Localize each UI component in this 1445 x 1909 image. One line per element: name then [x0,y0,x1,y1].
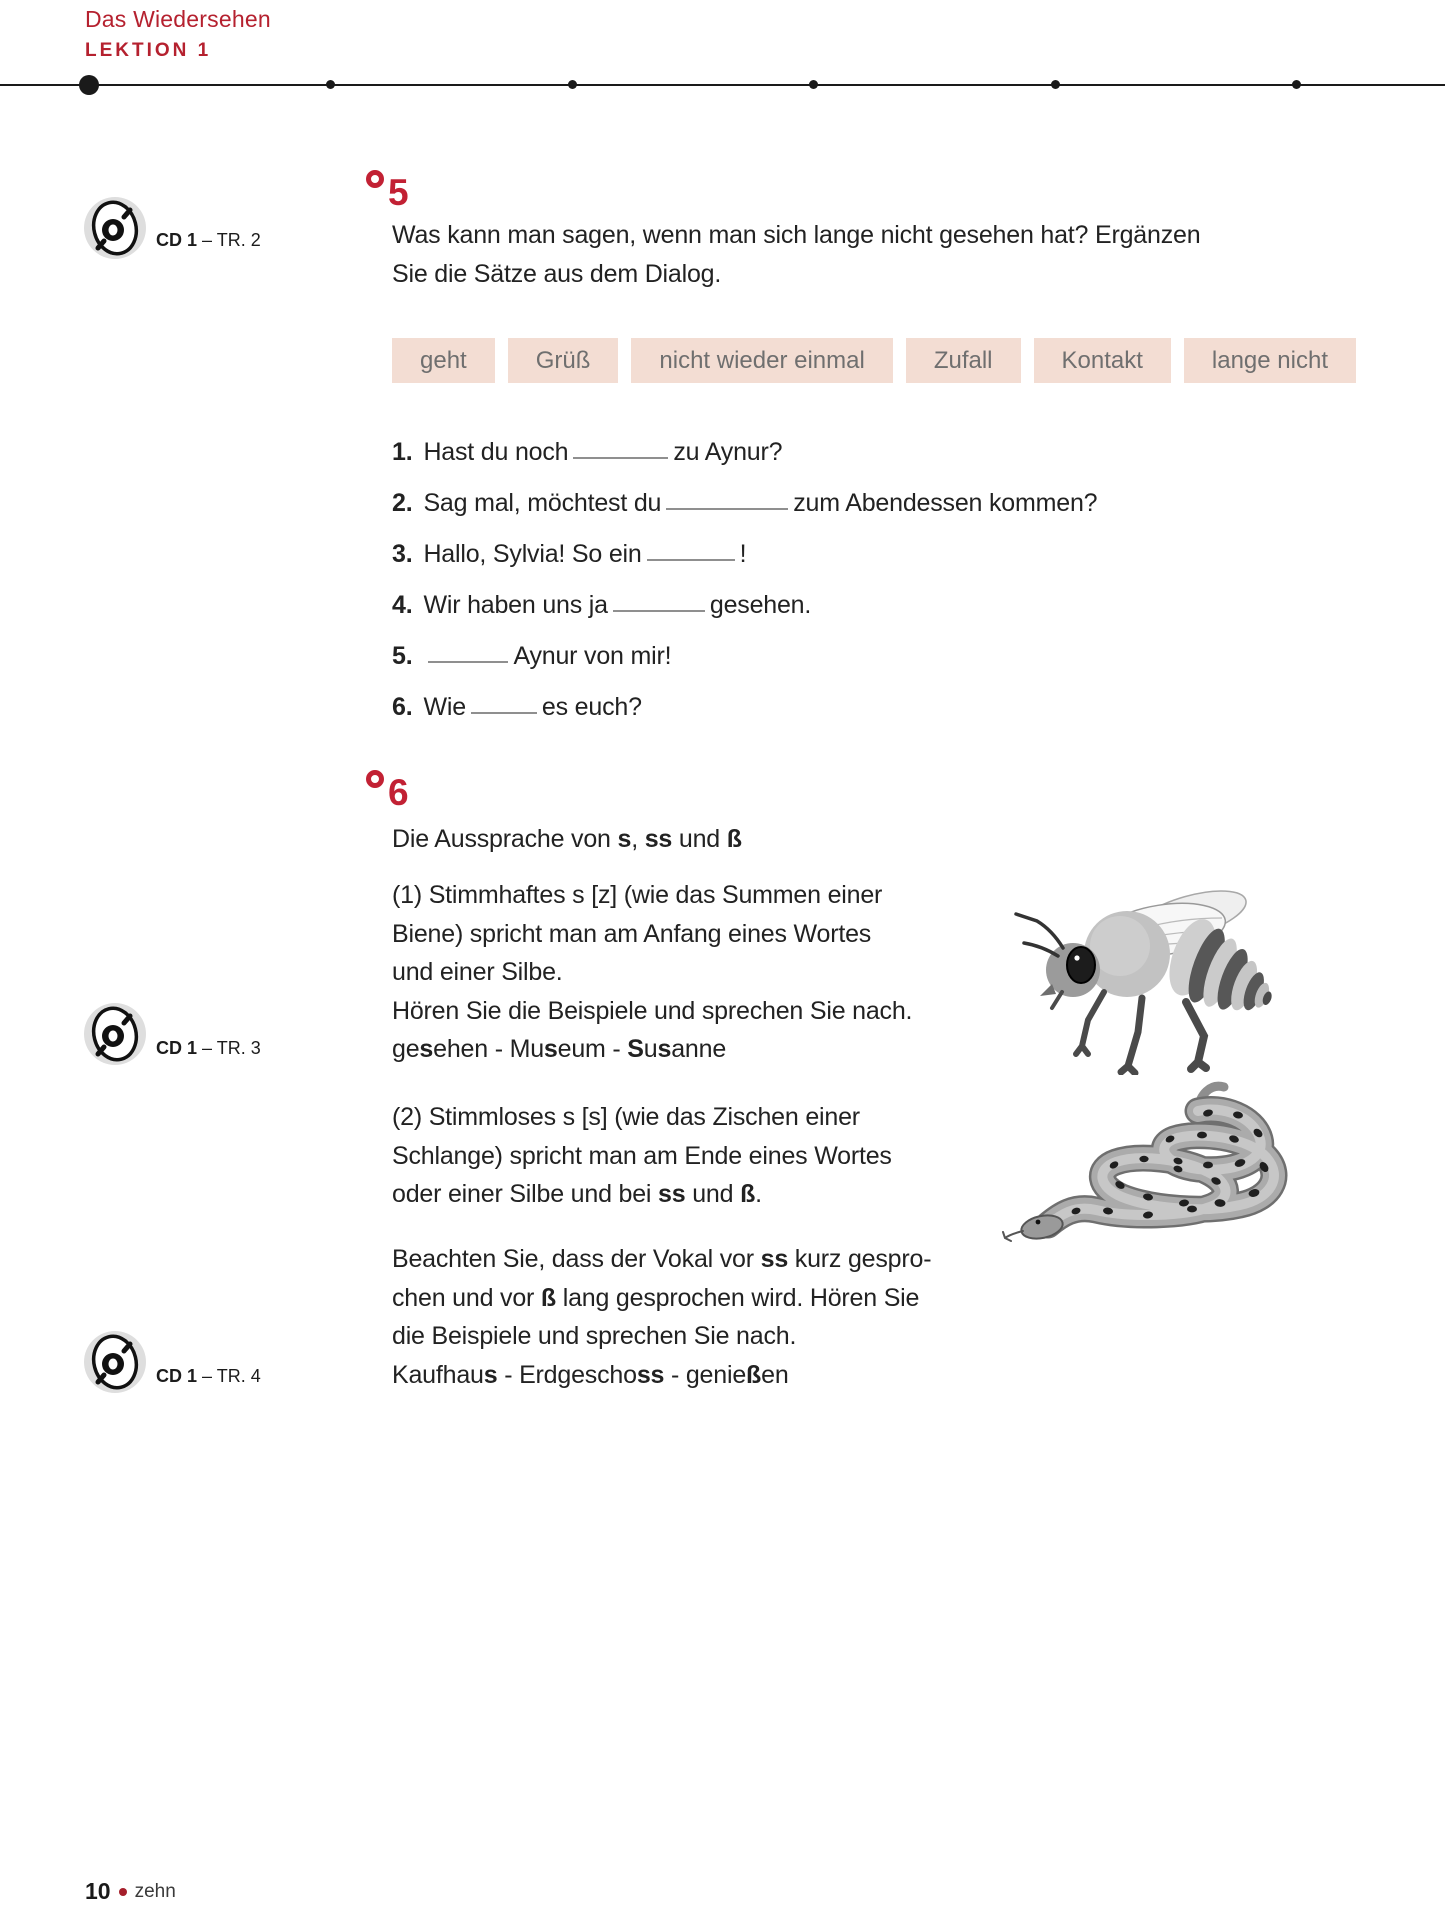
exercise6-paragraph-2 [392,1098,892,1214]
text-segment: und [685,1180,741,1208]
text-segment: en [761,1360,789,1389]
cd-number: CD 1 [156,1038,198,1058]
item-number: 5. [392,642,413,670]
text-segment: Hallo, Sylvia! So ein [423,540,642,568]
exercise5-items [392,438,1097,744]
text-segment: und [672,825,727,853]
audio-track-label [156,1366,261,1387]
exercise-item [392,693,1097,744]
item-number: 2. [392,489,413,517]
text-line [392,1356,931,1395]
word-bank-item: Grüß [508,338,619,383]
text-segment: eum - [557,1035,628,1063]
text-segment: oder einer Silbe und bei [392,1180,659,1208]
text-segment: ß [726,825,742,853]
text-segment: Aynur von mir! [513,642,672,670]
exercise-item [392,489,1097,540]
page-number-word: zehn [134,1880,176,1902]
exercise5-instruction [392,216,1332,293]
text-segment: s [419,1035,434,1063]
text-segment: ß [540,1283,556,1312]
text-segment: Was kann man sagen, wenn man sich lange nicht gesehen hat? Ergänzen [392,221,1201,249]
exercise-number: 6 [388,772,409,813]
text-segment: Sag mal, möchtest du [423,489,662,517]
text-line [392,255,1332,294]
exercise-marker-ring [366,770,384,788]
text-segment: s [617,825,632,853]
rule-dot [79,75,99,95]
text-segment: ge [392,1035,420,1063]
rule-dot [1292,80,1301,89]
footer-dot [119,1888,127,1896]
blank-line [647,559,735,561]
text-segment: Wie [423,693,466,721]
text-segment: Hast du noch [423,438,569,466]
text-segment: s [543,1035,558,1063]
text-segment: . [755,1180,762,1208]
exercise-marker-ring [366,170,384,188]
text-segment: - Erdgescho [497,1360,637,1389]
text-line [392,1240,931,1279]
exercise6-paragraph-3 [392,1240,931,1394]
text-segment: Biene) spricht man am Anfang eines Wortes [392,919,872,948]
text-segment: ss [636,1360,665,1389]
rule-dot [1051,80,1060,89]
exercise6-title [392,820,742,859]
text-segment: Sie die Sätze aus dem Dialog. [392,259,722,288]
cd-icon [83,1330,147,1399]
text-segment: Kaufhau [392,1360,484,1389]
bee-illustration [1000,870,1310,1080]
snake-illustration [1002,1075,1312,1270]
text-segment: ss [658,1180,686,1208]
cd-icon [83,1002,147,1071]
word-bank-item: lange nicht [1184,338,1356,383]
item-number: 3. [392,540,413,568]
exercise6-paragraph-1 [392,876,912,1069]
cd-icon [83,196,147,265]
track-number: – TR. 3 [202,1038,261,1058]
exercise-item [392,642,1097,693]
audio-track-label [156,1038,261,1059]
word-bank-item: Zufall [906,338,1021,383]
exercise-number: 5 [388,172,409,213]
audio-track-label [156,230,261,251]
track-number: – TR. 4 [202,1366,261,1386]
text-line [392,1175,892,1214]
blank-line [613,610,705,612]
text-segment: Beachten Sie, dass der Vokal vor [392,1245,761,1273]
rule-dot [568,80,577,89]
text-line [392,1098,892,1137]
text-segment: ss [644,825,673,853]
header-rule [0,84,1445,86]
text-segment: S [627,1035,644,1063]
exercise-item [392,591,1097,642]
text-line [392,1030,912,1069]
text-segment: , [631,825,645,853]
text-line [392,876,912,915]
exercise-item [392,540,1097,591]
text-segment: - genie [664,1360,747,1389]
text-line [392,1279,931,1318]
text-segment: lang gesprochen wird. Hören Sie [555,1283,920,1312]
text-line [392,953,912,992]
text-segment: (2) Stimmloses s [s] (wie das Zischen einer [392,1103,860,1131]
text-segment: und einer Silbe. [392,958,563,986]
text-segment: s [657,1035,672,1063]
blank-line [471,712,537,714]
text-segment: (1) Stimmhaftes s [z] (wie das Summen einer [392,881,883,909]
lesson-label: LEKTION 1 [85,40,212,61]
text-segment: ss [760,1245,789,1273]
text-segment: Hören Sie die Beispiele und sprechen Sie nach. [392,996,913,1025]
item-number: 6. [392,693,413,721]
cd-number: CD 1 [156,1366,198,1386]
word-bank-item: Kontakt [1034,338,1171,383]
text-line [392,216,1332,255]
word-bank-item: geht [392,338,495,383]
text-line [392,1317,931,1356]
text-line [392,1137,892,1176]
text-segment: ß [746,1360,762,1389]
text-line [392,915,912,954]
blank-line [428,661,508,663]
item-number: 4. [392,591,413,619]
text-segment: ehen - Mu [433,1035,544,1063]
cd-number: CD 1 [156,230,198,250]
text-segment: zu Aynur? [673,438,783,466]
book-title: Das Wiedersehen [85,6,271,32]
word-bank-item: nicht wieder einmal [631,338,892,383]
text-segment: ! [739,540,747,568]
text-segment: ß [740,1180,756,1208]
rule-dot [809,80,818,89]
blank-line [666,508,788,510]
blank-line [573,457,668,459]
text-segment: die Beispiele und sprechen Sie nach. [392,1322,797,1350]
text-segment: Die Aussprache von [392,825,618,853]
text-segment: zum Abendessen kommen? [793,489,1098,517]
word-bank [392,338,1356,383]
text-segment: es euch? [541,693,642,721]
text-segment: s [483,1360,498,1389]
text-segment: anne [671,1035,727,1063]
text-line [392,992,912,1031]
item-number: 1. [392,438,413,466]
text-segment: chen und vor [392,1283,541,1312]
text-segment: Wir haben uns ja [423,591,608,619]
text-segment: kurz gespro- [788,1245,932,1273]
track-number: – TR. 2 [202,230,261,250]
rule-dot [326,80,335,89]
text-segment: gesehen. [709,591,812,619]
text-segment: Schlange) spricht man am Ende eines Wortes [392,1141,892,1170]
page-footer [85,1878,176,1905]
exercise-item [392,438,1097,489]
text-segment: u [643,1035,658,1063]
page-number: 10 [85,1878,111,1904]
